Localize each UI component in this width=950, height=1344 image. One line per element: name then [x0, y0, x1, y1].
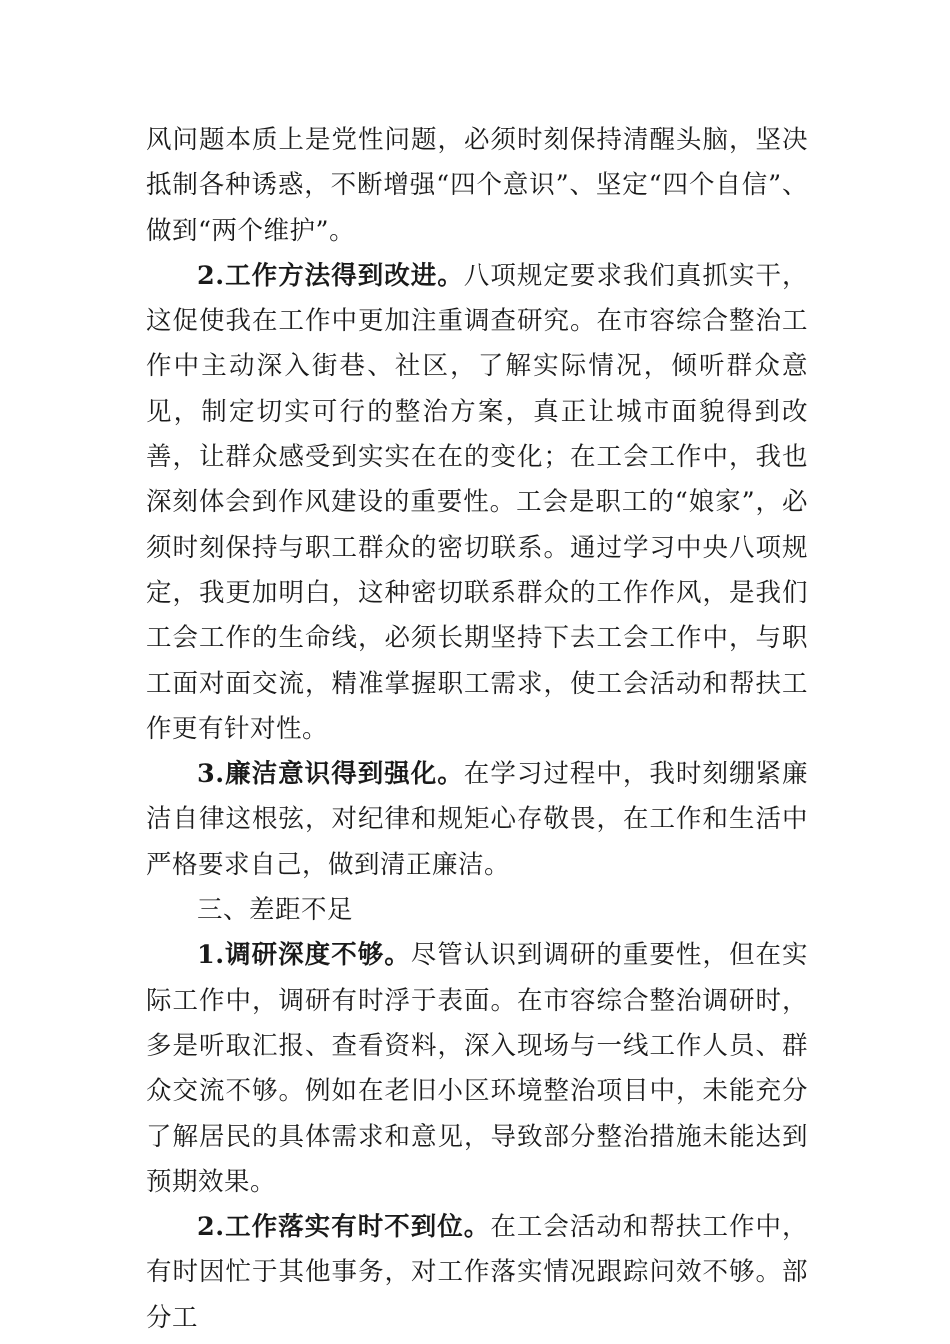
- paragraph-integrity-awareness: [146, 752, 808, 888]
- section-heading-shortcomings: [146, 888, 808, 933]
- paragraph-text: 在学习过程中，我时刻绷紧廉洁自律这根弦，对纪律和规矩心存敬畏，在工作和生活中严格要求自己，做到清正廉洁。: [146, 759, 808, 880]
- paragraph-implementation: [146, 1205, 808, 1341]
- paragraph-lead: 2.工作落实有时不到位。: [197, 1212, 491, 1243]
- paragraph-text: 八项规定要求我们真抓实干，这促使我在工作中更加注重调查研究。在市容综合整治工作中主动深入街巷、社区，了解实际情况，倾听群众意见，制定切实可行的整治方案，真正让城市面貌得到改善，让群众感受到实实在在的变化；在工会工作中，我也深刻体会到作风建设的重要性。工会是职工的“娘家”，必须时刻保持与职工群众的密切联系。通过学习中央八项规定，我更加明白，这种密切联系群众的工作作风，是我们工会工作的生命线，必须长期坚持下去工会工作中，与职工面对面交流，精准掌握职工需求，使工会活动和帮扶工作更有针对性。: [146, 260, 808, 744]
- paragraph-text: 风问题本质上是党性问题，必须时刻保持清醒头脑，坚决抵制各种诱惑，不断增强“四个意识”、坚定“四个自信”、做到“两个维护”。: [146, 125, 808, 246]
- paragraph-text: 在工会活动和帮扶工作中，有时因忙于其他事务，对工作落实情况跟踪问效不够。部分工: [146, 1212, 808, 1333]
- paragraph-lead: 2.工作方法得到改进。: [197, 260, 464, 291]
- paragraph-continuation: [146, 118, 808, 254]
- paragraph-research-depth: [146, 933, 808, 1205]
- paragraph-lead: 3.廉洁意识得到强化。: [197, 759, 464, 790]
- paragraph-work-method: [146, 254, 808, 752]
- document-body: [146, 118, 808, 1341]
- section-heading-text: 三、差距不足: [197, 895, 354, 926]
- paragraph-text: 尽管认识到调研的重要性，但在实际工作中，调研有时浮于表面。在市容综合整治调研时，多是听取汇报、查看资料，深入现场与一线工作人员、群众交流不够。例如在老旧小区环境整治项目中，未能充分了解居民的具体需求和意见，导致部分整治措施未能达到预期效果。: [146, 940, 808, 1197]
- paragraph-lead: 1.调研深度不够。: [197, 940, 411, 971]
